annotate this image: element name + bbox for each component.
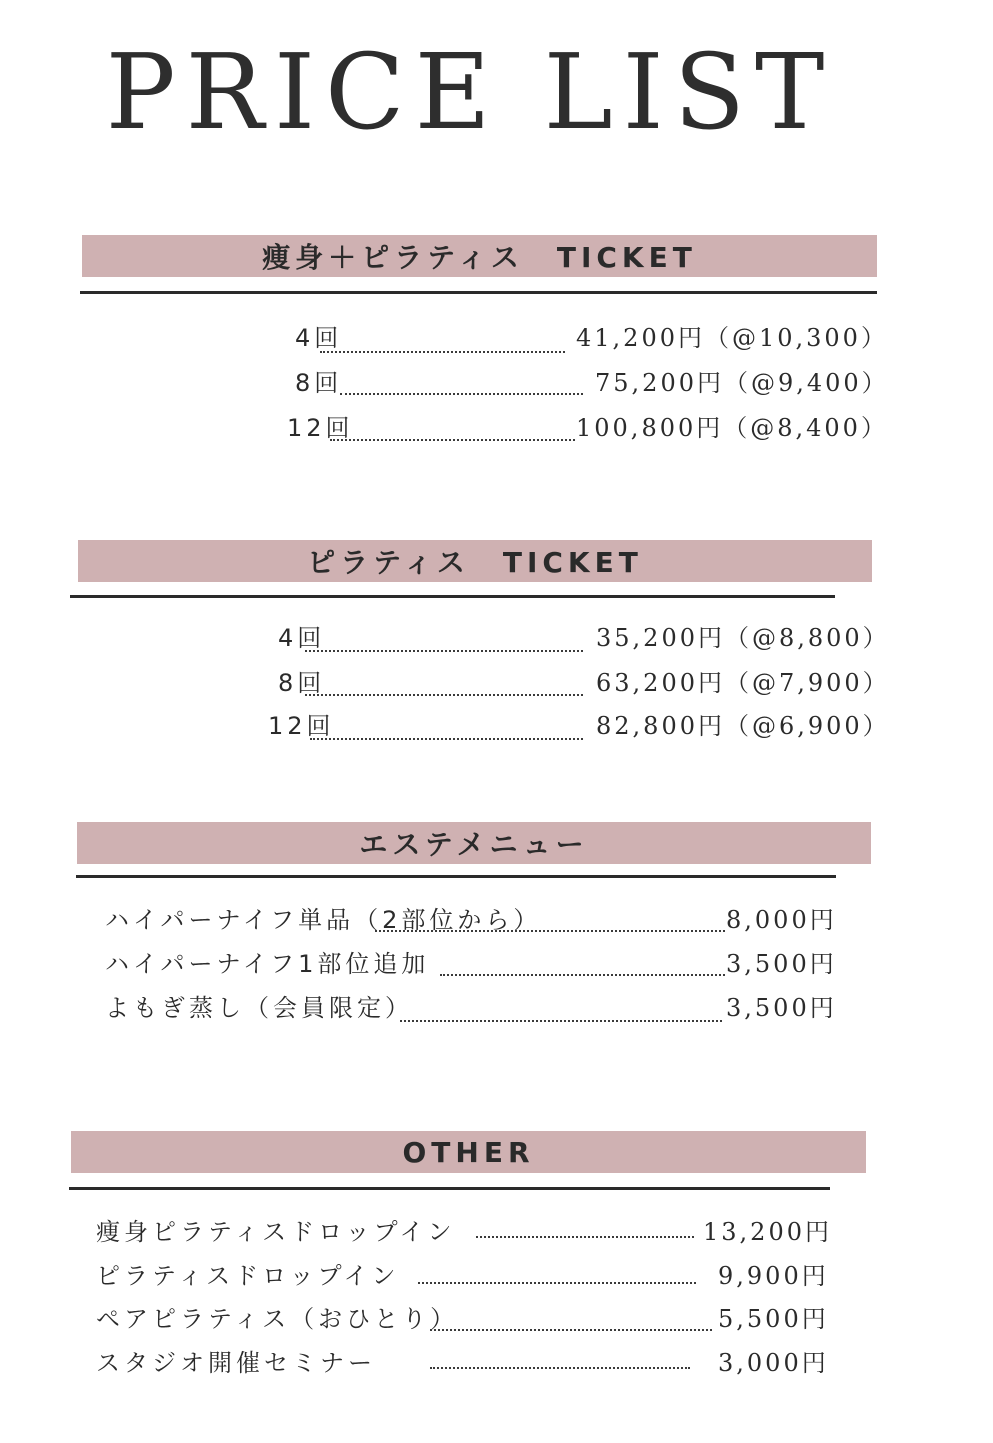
section-divider — [70, 595, 835, 598]
item-label: 4回 — [295, 324, 343, 352]
item-price: 13,200円 — [703, 1218, 832, 1246]
dotted-leader — [476, 1236, 694, 1238]
item-price: 5,500円 — [718, 1305, 829, 1333]
page-title: PRICE LIST — [105, 31, 835, 153]
item-label: 8回 — [295, 369, 343, 397]
item-label: 12回 — [268, 712, 335, 740]
section-heading: ピラティス TICKET — [78, 540, 872, 582]
dotted-leader — [400, 1020, 722, 1022]
dotted-leader — [305, 650, 583, 652]
item-price: 35,200円（@8,800） — [596, 624, 890, 652]
section-divider — [69, 1187, 830, 1190]
item-label: ピラティスドロップイン — [96, 1262, 400, 1290]
item-price: 75,200円（@9,400） — [595, 369, 889, 397]
dotted-leader — [430, 1329, 712, 1331]
item-label: よもぎ蒸し（会員限定） — [105, 994, 413, 1022]
dotted-leader — [305, 694, 583, 696]
item-label: 12回 — [287, 414, 354, 442]
section-divider — [76, 875, 836, 878]
section-heading: 痩身＋ピラティス TICKET — [82, 235, 877, 277]
dotted-leader — [310, 738, 583, 740]
item-label: 8回 — [278, 669, 326, 697]
dotted-leader — [320, 351, 565, 353]
item-price: 3,000円 — [718, 1349, 829, 1377]
dotted-leader — [440, 974, 725, 976]
section-divider — [80, 291, 877, 294]
section-heading: OTHER — [71, 1131, 866, 1173]
dotted-leader — [330, 439, 575, 441]
dotted-leader — [418, 1282, 696, 1284]
dotted-leader — [340, 393, 583, 395]
item-label: ハイパーナイフ単品（2部位から） — [105, 906, 542, 934]
item-price: 100,800円（@8,400） — [576, 414, 888, 442]
section-heading: エステメニュー — [77, 822, 871, 864]
item-price: 9,900円 — [718, 1262, 829, 1290]
item-price: 3,500円 — [726, 994, 837, 1022]
dotted-leader — [375, 930, 725, 932]
item-price: 82,800円（@6,900） — [596, 712, 890, 740]
item-label: ペアピラティス（おひとり） — [96, 1305, 459, 1333]
dotted-leader — [430, 1367, 690, 1369]
item-price: 3,500円 — [726, 950, 837, 978]
item-label: ハイパーナイフ1部位追加 — [105, 950, 430, 978]
item-price: 41,200円（@10,300） — [576, 324, 888, 352]
item-price: 8,000円 — [726, 906, 837, 934]
item-label: スタジオ開催セミナー — [96, 1349, 376, 1377]
item-price: 63,200円（@7,900） — [596, 669, 890, 697]
item-label: 4回 — [278, 624, 326, 652]
item-label: 痩身ピラティスドロップイン — [96, 1218, 456, 1246]
